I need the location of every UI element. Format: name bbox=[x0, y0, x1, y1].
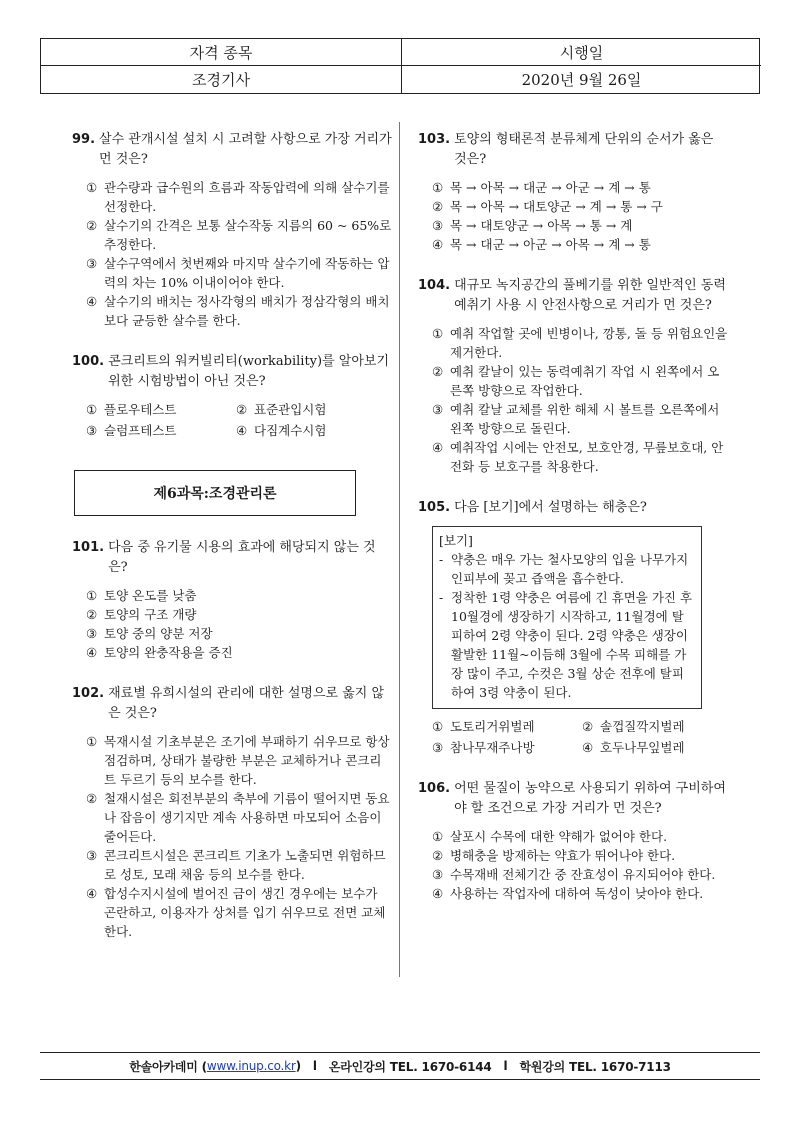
header-subject-label: 자격 종목 bbox=[189, 43, 253, 62]
question-text: 토양의 형태론적 분류체계 단위의 순서가 옳은 것은? bbox=[454, 132, 714, 167]
footer-separator: l bbox=[312, 1059, 317, 1073]
question-number: 99. bbox=[72, 132, 96, 147]
bogi-box bbox=[432, 526, 702, 709]
exam-header-table bbox=[40, 38, 760, 94]
option: ③ 토양 중의 양분 저장 bbox=[86, 626, 213, 641]
option: ② 병해충을 방제하는 약효가 뛰어나야 한다. bbox=[432, 848, 676, 863]
question-number: 100. bbox=[72, 354, 105, 369]
option: ② 살수기의 간격은 보통 살수작동 지름의 60 ~ 65%로 추정한다. bbox=[86, 218, 392, 252]
section-title-box: 제6과목:조경관리론 bbox=[74, 470, 356, 516]
footer-offline-tel: 학원강의 TEL. 1670-7113 bbox=[519, 1059, 671, 1074]
right-column bbox=[418, 130, 728, 925]
option: ② 토양의 구조 개량 bbox=[86, 607, 197, 622]
question-number: 101. bbox=[72, 540, 105, 555]
option: ① 목 → 아목 → 대군 → 아군 → 계 → 통 bbox=[432, 180, 651, 195]
bogi-title: [보기] bbox=[439, 533, 473, 548]
bogi-line: - 정착한 1령 약충은 여름에 긴 휴면을 가진 후 10월경에 생장하기 시작하고, 11월경에 탈피하여 2령 약충이 된다. 2령 약충은 생장이 활발한 11월~이듬해 3월에 수목 피해를 가장 많이 주고, 수컷은 3월 상순 전후에 탈피하여 3령 약충이 된다. bbox=[439, 590, 693, 700]
option: ① 관수량과 급수원의 흐름과 작동압력에 의해 살수기를 선정한다. bbox=[86, 180, 390, 214]
question-text: 재료별 유희시설의 관리에 대한 설명으로 옳지 않은 것은? bbox=[108, 686, 385, 721]
column-divider bbox=[399, 122, 400, 977]
option: ③ 살수구역에서 첫번째와 마지막 살수기에 작동하는 압력의 차는 10% 이내이어야 한다. bbox=[86, 256, 390, 290]
header-date-label: 시행일 bbox=[401, 39, 761, 65]
question-text: 어떤 물질이 농약으로 사용되기 위하여 구비하여야 할 조건으로 가장 거리가 먼 것은? bbox=[454, 781, 726, 816]
left-column bbox=[72, 130, 392, 963]
question-102 bbox=[72, 684, 392, 941]
option: ④ 사용하는 작업자에 대하여 독성이 낮아야 한다. bbox=[432, 886, 704, 901]
question-number: 105. bbox=[418, 500, 451, 515]
option: ② 목 → 아목 → 대토양군 → 계 → 통 → 구 bbox=[432, 199, 663, 214]
question-number: 102. bbox=[72, 686, 105, 701]
footer-website-link[interactable]: www.inup.co.kr bbox=[206, 1059, 296, 1073]
question-104 bbox=[418, 276, 728, 476]
option: ③ 슬럼프테스트 bbox=[86, 423, 177, 438]
question-number: 106. bbox=[418, 781, 451, 796]
option: ④ 목 → 대군 → 아군 → 아목 → 계 → 통 bbox=[432, 237, 651, 252]
option: ④ 호두나무잎벌레 bbox=[582, 740, 685, 755]
header-date-value: 2020년 9월 26일 bbox=[401, 65, 761, 93]
option: ① 예취 작업할 곳에 빈병이나, 깡통, 돌 등 위험요인을 제거한다. bbox=[432, 326, 728, 360]
option: ① 목재시설 기초부분은 조기에 부패하기 쉬우므로 항상 점검하며, 상태가 불량한 부분은 교체하거나 콘크리트 두르기 등의 보수를 한다. bbox=[86, 734, 390, 787]
question-text: 콘크리트의 워커빌리티(workability)를 알아보기 위한 시험방법이 아닌 것은? bbox=[108, 354, 390, 389]
option: ② 표준관입시험 bbox=[236, 402, 327, 417]
question-text: 살수 관개시설 설치 시 고려할 사항으로 가장 거리가 먼 것은? bbox=[99, 132, 392, 167]
bogi-line: - 약충은 매우 가는 철사모양의 입을 나무가지 인피부에 꽂고 즙액을 흡수한다. bbox=[439, 552, 689, 586]
option: ③ 참나무재주나방 bbox=[432, 740, 535, 755]
option: ③ 목 → 대토양군 → 아목 → 통 → 계 bbox=[432, 218, 633, 233]
question-text: 다음 [보기]에서 설명하는 해충은? bbox=[454, 500, 647, 515]
option: ① 살포시 수목에 대한 약해가 없어야 한다. bbox=[432, 829, 668, 844]
footer-paren-close: ) bbox=[295, 1059, 301, 1073]
option: ① 토양 온도를 낮춤 bbox=[86, 588, 197, 603]
footer-bar bbox=[40, 1052, 760, 1080]
question-105 bbox=[418, 498, 728, 757]
question-99 bbox=[72, 130, 392, 330]
option: ④ 합성수지시설에 벌어진 금이 생긴 경우에는 보수가 곤란하고, 이용자가 상처를 입기 쉬우므로 전면 교체한다. bbox=[86, 886, 386, 939]
question-text: 다음 중 유기물 시용의 효과에 해당되지 않는 것은? bbox=[108, 540, 376, 575]
option: ② 예취 칼날이 있는 동력예취기 작업 시 왼쪽에서 오른쪽 방향으로 작업한다. bbox=[432, 364, 720, 398]
question-101 bbox=[72, 538, 392, 662]
option: ④ 다짐계수시험 bbox=[236, 423, 327, 438]
option: ③ 예취 칼날 교체를 위한 해체 시 볼트를 오른쪽에서 왼쪽 방향으로 돌린다. bbox=[432, 402, 720, 436]
header-subject-value: 조경기사 bbox=[41, 65, 401, 93]
question-103 bbox=[418, 130, 728, 254]
option: ④ 예취작업 시에는 안전모, 보호안경, 무릎보호대, 안전화 등 보호구를 착용한다. bbox=[432, 440, 724, 474]
option: ① 도토리거위벌레 bbox=[432, 719, 535, 734]
option: ③ 수목재배 전체기간 중 잔효성이 유지되어야 한다. bbox=[432, 867, 716, 882]
question-106 bbox=[418, 779, 728, 903]
footer-academy: 한솔아카데미 ( bbox=[129, 1059, 207, 1074]
option: ④ 토양의 완충작용을 증진 bbox=[86, 645, 233, 660]
option: ③ 콘크리트시설은 콘크리트 기초가 노출되면 위험하므로 성토, 모래 채움 등의 보수를 한다. bbox=[86, 848, 386, 882]
option: ④ 살수기의 배치는 정사각형의 배치가 정삼각형의 배치보다 균등한 살수를 한다. bbox=[86, 294, 390, 328]
option: ① 플로우테스트 bbox=[86, 402, 177, 417]
question-number: 103. bbox=[418, 132, 451, 147]
question-text: 대규모 녹지공간의 풀베기를 위한 일반적인 동력예취기 사용 시 안전사항으로 거리가 먼 것은? bbox=[454, 278, 726, 313]
footer-separator: l bbox=[503, 1059, 508, 1073]
option: ② 철재시설은 회전부분의 축부에 기름이 떨어지면 동요나 잡음이 생기지만 계속 사용하면 마모되어 소음이 줄어든다. bbox=[86, 791, 390, 844]
question-number: 104. bbox=[418, 278, 451, 293]
question-100 bbox=[72, 352, 392, 440]
option: ② 솔껍질깍지벌레 bbox=[582, 719, 685, 734]
footer-online-tel: 온라인강의 TEL. 1670-6144 bbox=[328, 1059, 492, 1074]
